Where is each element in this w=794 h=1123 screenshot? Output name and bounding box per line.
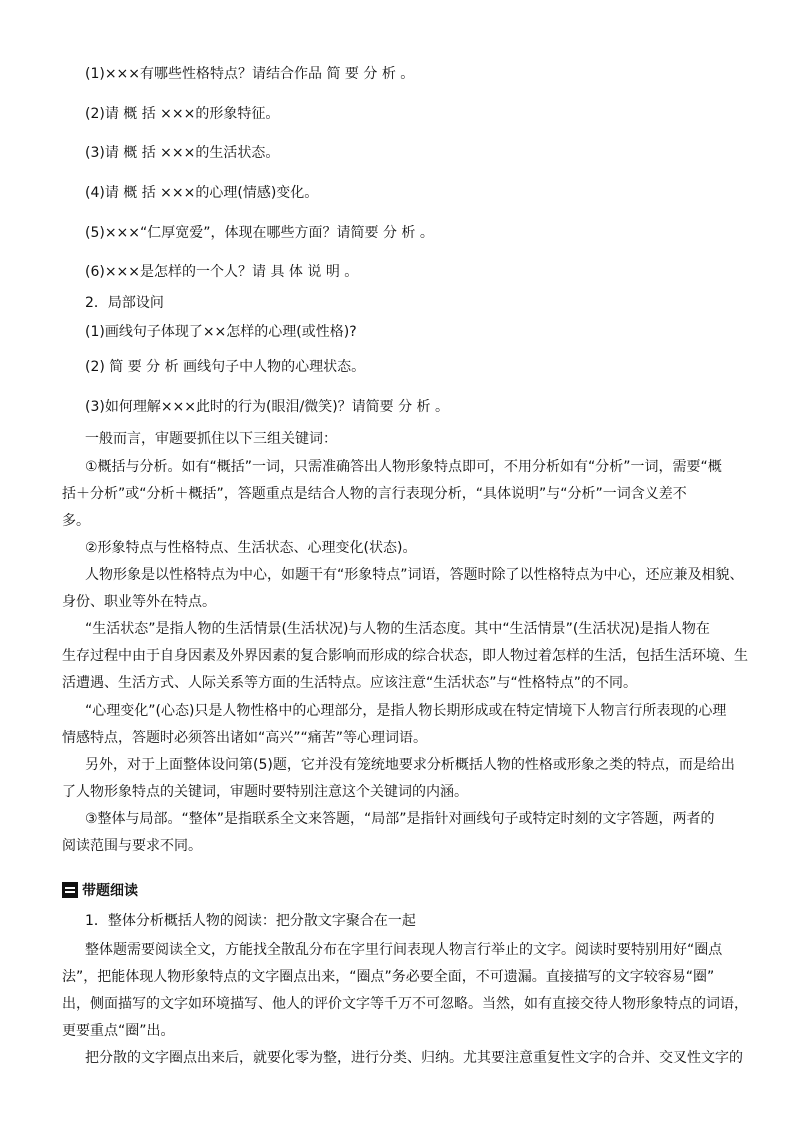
subheading-1: 1．整体分析概括人物的阅读：把分散文字聚合在一起 [85,913,416,929]
section-heading [62,879,138,901]
para-3-line-2: 身份、职业等外在特点。 [62,594,216,610]
question-item-6: (6)×××是怎样的一个人？请 具 体 说 明 。 [85,264,359,280]
para-7-line-1: ③整体与局部。“整体”是指联系全文来答题，“局部”是指针对画线句子或特定时刻的文字答题，两者的 [85,811,715,827]
question-item-5: (5)×××“仁厚宽爱”，体现在哪些方面？请简要 分 析 。 [85,225,434,241]
para-2: ②形象特点与性格特点、生活状态、心理变化(状态)。 [85,540,417,556]
section-heading-text: 带题细读 [82,883,138,899]
para-8-line-1: 整体题需要阅读全文，方能找全散乱分布在字里行间表现人物言行举止的文字。阅读时要特别用好“圈点 [85,942,723,958]
question-item-3: (3)请 概 括 ×××的生活状态。 [85,145,280,161]
para-9-line-1: 把分散的文字圈点出来后，就要化零为整，进行分类、归纳。尤其要注意重复性文字的合并、交叉性文字的 [85,1050,743,1066]
para-1-line-2: 括＋分析”或“分析＋概括”，答题重点是结合人物的言行表现分析，“具体说明”与“分析”一词含义差不 [62,486,687,502]
local-item-2: (2) 简 要 分 析 画线句子中人物的心理状态。 [85,359,366,375]
para-5-line-1: “心理变化”(心态)只是人物性格中的心理部分，是指人物长期形成或在特定情境下人物言行所表现的心理 [85,703,727,719]
local-item-3: (3)如何理解×××此时的行为(眼泪/微笑)？请简要 分 析 。 [85,399,450,415]
para-3-line-1: 人物形象是以性格特点为中心，如题干有“形象特点”词语，答题时除了以性格特点为中心，还应兼及相貌、 [85,567,744,583]
local-item-1: (1)画线句子体现了××怎样的心理(或性格)? [85,324,357,340]
para-6-line-1: 另外，对于上面整体设问第(5)题，它并没有笼统地要求分析概括人物的性格或形象之类的特点，而是给出 [85,757,735,773]
para-8-line-2: 法”，把能体现人物形象特点的文字圈点出来，“圈点”务必要全面，不可遗漏。直接描写的文字较容易“圈” [62,969,715,985]
para-1-line-1: ①概括与分析。如有“概括”一词，只需准确答出人物形象特点即可，不用分析如有“分析”一词，需要“概 [85,459,722,475]
para-1-line-3: 多。 [62,513,90,529]
section-2-title: 2．局部设问 [85,295,164,311]
para-8-line-3: 出，侧面描写的文字如环境描写、他人的评价文字等千万不可忽略。当然，如有直接交待人物形象特点的词语， [62,996,748,1012]
question-item-4: (4)请 概 括 ×××的心理(情感)变化。 [85,185,319,201]
para-8-line-4: 更要重点“圈”出。 [62,1023,175,1039]
para-5-line-2: 情感特点，答题时必须答出诸如“高兴”“痛苦”等心理词语。 [62,730,428,746]
para-7-line-2: 阅读范围与要求不同。 [62,838,202,854]
question-item-2: (2)请 概 括 ×××的形象特征。 [85,106,280,122]
para-4-line-2: 生存过程中由于自身因素及外界因素的复合影响而形成的综合状态，即人物过着怎样的生活，包括生活环境、生 [62,648,748,664]
section-number-icon [62,882,78,898]
para-4-line-1: “生活状态”是指人物的生活情景(生活状况)与人物的生活态度。其中“生活情景”(生活状况)是指人物在 [85,621,710,637]
para-4-line-3: 活遭遇、生活方式、人际关系等方面的生活特点。应该注意“生活状态”与“性格特点”的不同。 [62,675,638,691]
para-6-line-2: 了人物形象特点的关键词，审题时要特别注意这个关键词的内涵。 [62,784,468,800]
question-item-1: (1)×××有哪些性格特点？请结合作品 简 要 分 析 。 [85,66,415,82]
intro-text: 一般而言，审题要抓住以下三组关键词： [85,431,337,447]
